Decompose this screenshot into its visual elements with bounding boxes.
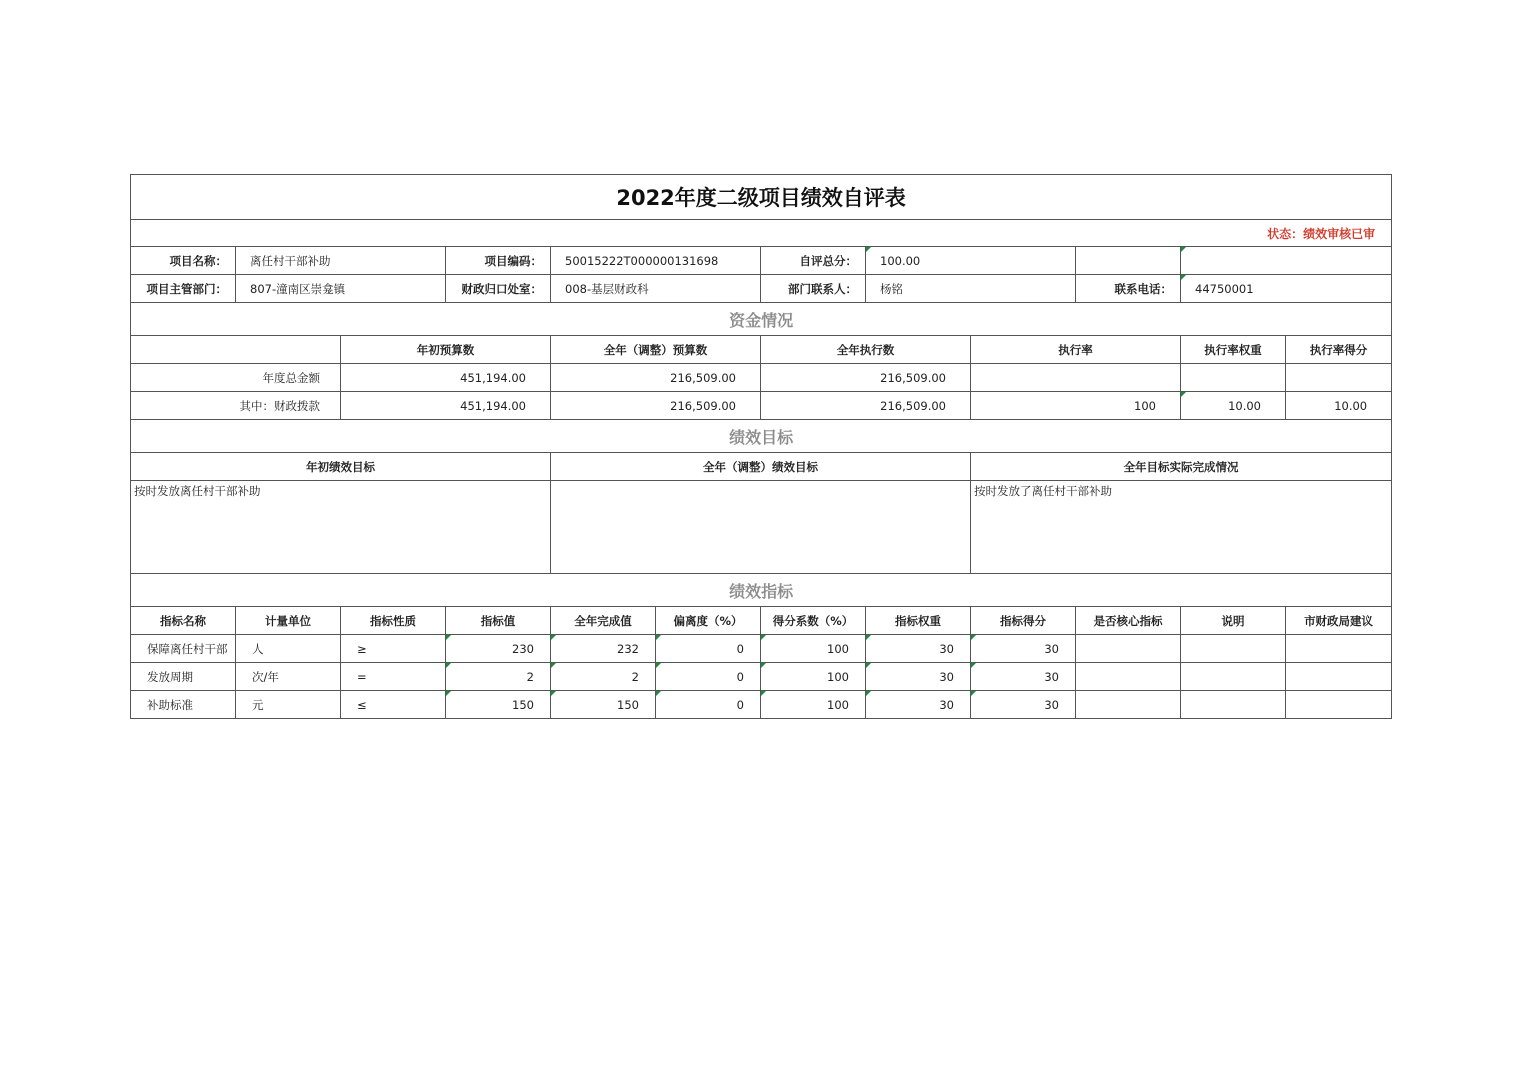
project-name-label: 项目名称： [131,247,236,275]
funds-header-blank [131,336,341,364]
ind-note [1181,691,1286,719]
funds-section-title: 资金情况 [131,303,1392,336]
ind-coef: 100 [761,691,866,719]
funds-initial: 451,194.00 [341,392,551,420]
ind-target: 150 [446,691,551,719]
ind-header-weight: 指标权重 [866,607,971,635]
ind-header-note: 说明 [1181,607,1286,635]
ind-header-core: 是否核心指标 [1076,607,1181,635]
funds-adjusted: 216,509.00 [551,364,761,392]
contact-label: 部门联系人： [761,275,866,303]
ind-deviation: 0 [656,663,761,691]
ind-name: 发放周期 [131,663,236,691]
ind-suggestion [1286,663,1392,691]
funds-score: 10.00 [1286,392,1392,420]
table-row [131,663,1392,691]
funds-header-weight: 执行率权重 [1181,336,1286,364]
project-name-value: 离任村干部补助 [236,247,446,275]
empty-cell [1181,247,1392,275]
evaluation-table [130,174,1392,719]
ind-target: 230 [446,635,551,663]
phone-label: 联系电话： [1076,275,1181,303]
ind-actual: 232 [551,635,656,663]
ind-suggestion [1286,635,1392,663]
ind-score: 30 [971,663,1076,691]
score-value: 100.00 [866,247,1076,275]
funds-header-executed: 全年执行数 [761,336,971,364]
score-label: 自评总分： [761,247,866,275]
ind-weight: 30 [866,663,971,691]
funds-executed: 216,509.00 [761,364,971,392]
indicators-section-title: 绩效指标 [131,574,1392,607]
empty-cell [1076,247,1181,275]
funds-rate [971,364,1181,392]
funds-row-label: 年度总金额 [131,364,341,392]
funds-header-rate: 执行率 [971,336,1181,364]
funds-score [1286,364,1392,392]
goals-header-actual: 全年目标实际完成情况 [971,453,1392,481]
funds-rate: 100 [971,392,1181,420]
ind-score: 30 [971,691,1076,719]
funds-executed: 216,509.00 [761,392,971,420]
ind-header-deviation: 偏离度（%） [656,607,761,635]
funds-initial: 451,194.00 [341,364,551,392]
project-code-label: 项目编码： [446,247,551,275]
goals-header-adjusted: 全年（调整）绩效目标 [551,453,971,481]
table-row [131,392,1392,420]
table-row [131,635,1392,663]
ind-nature: = [341,663,446,691]
finance-office-value: 008-基层财政科 [551,275,761,303]
goal-actual-text: 按时发放了离任村干部补助 [971,481,1392,574]
ind-deviation: 0 [656,635,761,663]
ind-weight: 30 [866,635,971,663]
goal-adjusted-text [551,481,971,574]
goal-initial-text: 按时发放离任村干部补助 [131,481,551,574]
goals-header-initial: 年初绩效目标 [131,453,551,481]
ind-weight: 30 [866,691,971,719]
contact-value: 杨铭 [866,275,1076,303]
dept-value: 807-潼南区崇龛镇 [236,275,446,303]
funds-weight: 10.00 [1181,392,1286,420]
ind-target: 2 [446,663,551,691]
page-title: 2022年度二级项目绩效自评表 [131,175,1392,220]
funds-header-score: 执行率得分 [1286,336,1392,364]
ind-unit: 次/年 [236,663,341,691]
ind-actual: 150 [551,691,656,719]
funds-adjusted: 216,509.00 [551,392,761,420]
ind-header-unit: 计量单位 [236,607,341,635]
ind-note [1181,635,1286,663]
ind-header-name: 指标名称 [131,607,236,635]
ind-header-score: 指标得分 [971,607,1076,635]
ind-unit: 元 [236,691,341,719]
ind-header-actual: 全年完成值 [551,607,656,635]
ind-name: 保障离任村干部 [131,635,236,663]
ind-note [1181,663,1286,691]
ind-unit: 人 [236,635,341,663]
ind-coef: 100 [761,663,866,691]
ind-core [1076,635,1181,663]
ind-header-coef: 得分系数（%） [761,607,866,635]
ind-core [1076,663,1181,691]
ind-header-target: 指标值 [446,607,551,635]
table-row [131,691,1392,719]
ind-header-nature: 指标性质 [341,607,446,635]
status-badge: 状态：绩效审核已审 [131,220,1392,247]
funds-weight [1181,364,1286,392]
ind-coef: 100 [761,635,866,663]
project-code-value: 50015222T000000131698 [551,247,761,275]
ind-nature: ≤ [341,691,446,719]
ind-name: 补助标准 [131,691,236,719]
ind-suggestion [1286,691,1392,719]
funds-header-adjusted: 全年（调整）预算数 [551,336,761,364]
funds-header-initial: 年初预算数 [341,336,551,364]
ind-core [1076,691,1181,719]
evaluation-sheet [130,174,1391,719]
goals-section-title: 绩效目标 [131,420,1392,453]
ind-actual: 2 [551,663,656,691]
ind-score: 30 [971,635,1076,663]
table-row [131,364,1392,392]
ind-deviation: 0 [656,691,761,719]
ind-nature: ≥ [341,635,446,663]
funds-row-label: 其中：财政拨款 [131,392,341,420]
ind-header-suggestion: 市财政局建议 [1286,607,1392,635]
dept-label: 项目主管部门： [131,275,236,303]
phone-value: 44750001 [1181,275,1392,303]
finance-office-label: 财政归口处室： [446,275,551,303]
